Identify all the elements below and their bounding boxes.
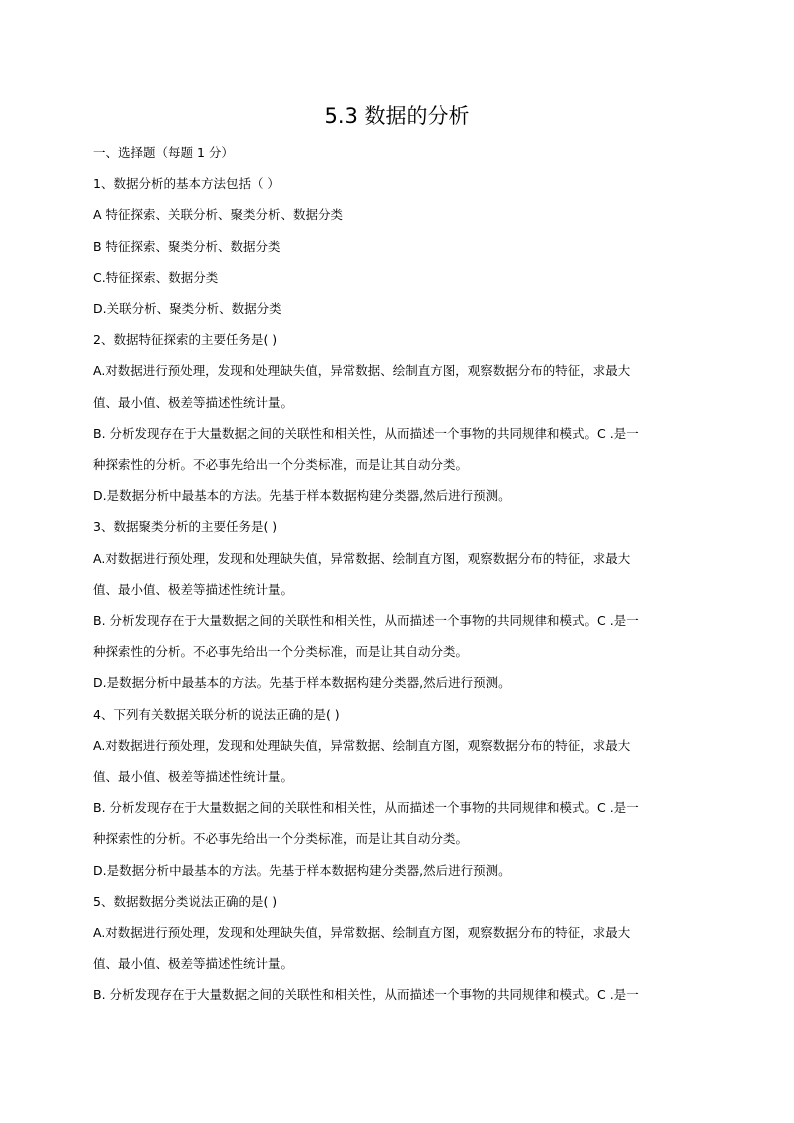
text-line: 值、最小值、极差等描述性统计量。 (93, 581, 294, 597)
text-line: 1、数据分析的基本方法包括（ ） (93, 176, 280, 192)
text-line: A.对数据进行预处理，发现和处理缺失值，异常数据、绘制直方图，观察数据分布的特征，求最大 (93, 925, 631, 940)
text-line: B. 分析发现存在于大量数据之间的关联性和相关性，从而描述一个事物的共同规律和模式。C .是一 (93, 425, 639, 441)
text-line: 一、选择题（每题 1 分） (93, 145, 234, 160)
text-line: 2、数据特征探索的主要任务是( ) (93, 332, 278, 348)
text-line: 5、数据数据分类说法正确的是( ) (93, 893, 278, 909)
text-line: B 特征探索、聚类分析、数据分类 (93, 238, 281, 254)
text-line: 种探索性的分析。不必事先给出一个分类标准，而是让其自动分类。 (93, 457, 469, 472)
text-line: 3、数据聚类分析的主要任务是( ) (93, 519, 278, 535)
text-line: D.关联分析、聚类分析、数据分类 (93, 301, 282, 316)
text-line: 值、最小值、极差等描述性统计量。 (93, 956, 294, 972)
text-line: D.是数据分析中最基本的方法。先基于样本数据构建分类器,然后进行预测。 (93, 675, 511, 691)
text-line: 种探索性的分析。不必事先给出一个分类标准，而是让其自动分类。 (93, 644, 469, 660)
text-line: A 特征探索、关联分析、聚类分析、数据分类 (93, 207, 344, 223)
text-line: B. 分析发现存在于大量数据之间的关联性和相关性，从而描述一个事物的共同规律和模式。C .是一 (93, 613, 639, 628)
text-line: 4、下列有关数据关联分析的说法正确的是( ) (93, 706, 340, 722)
text-line: 值、最小值、极差等描述性统计量。 (93, 394, 294, 410)
text-line: D.是数据分析中最基本的方法。先基于样本数据构建分类器,然后进行预测。 (93, 862, 511, 878)
text-line: D.是数据分析中最基本的方法。先基于样本数据构建分类器,然后进行预测。 (93, 488, 511, 504)
text-line: A.对数据进行预处理，发现和处理缺失值，异常数据、绘制直方图，观察数据分布的特征，求最大 (93, 737, 631, 753)
text-line: C.特征探索、数据分类 (93, 269, 219, 285)
text-line: A.对数据进行预处理，发现和处理缺失值，异常数据、绘制直方图，观察数据分布的特征，求最大 (93, 550, 631, 566)
text-line: 种探索性的分析。不必事先给出一个分类标准，而是让其自动分类。 (93, 831, 469, 847)
text-line: A.对数据进行预处理，发现和处理缺失值，异常数据、绘制直方图，观察数据分布的特征，求最大 (93, 363, 631, 379)
document-title: 5.3 数据的分析 (324, 104, 470, 128)
text-line: 值、最小值、极差等描述性统计量。 (93, 769, 294, 784)
text-line: B. 分析发现存在于大量数据之间的关联性和相关性，从而描述一个事物的共同规律和模式。C .是一 (93, 987, 639, 1003)
text-line: B. 分析发现存在于大量数据之间的关联性和相关性，从而描述一个事物的共同规律和模式。C .是一 (93, 800, 639, 816)
